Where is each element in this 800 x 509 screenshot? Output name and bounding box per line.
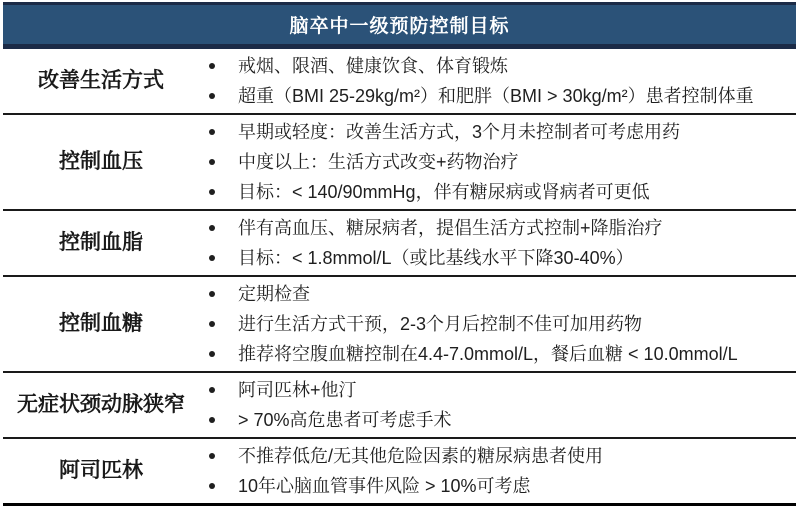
bullet-icon	[209, 387, 215, 393]
row-label: 控制血压	[59, 149, 143, 173]
bullet-list	[199, 439, 796, 503]
bullet-icon	[209, 189, 215, 195]
bullet-item	[199, 243, 796, 273]
row-label: 改善生活方式	[38, 68, 164, 92]
bullet-icon	[209, 351, 215, 357]
table-row	[3, 211, 796, 277]
bullet-text: 目标：< 140/90mmHg，伴有糖尿病或肾病者可更低	[238, 182, 650, 202]
bullet-item	[199, 147, 796, 177]
table-row	[3, 277, 796, 373]
bullet-text: 进行生活方式干预，2-3个月后控制不佳可加用药物	[238, 314, 643, 334]
bullet-text: 目标：< 1.8mmol/L（或比基线水平下降30-40%）	[238, 248, 634, 268]
table-row	[3, 115, 796, 211]
bullet-icon	[209, 159, 215, 165]
table-title: 脑卒中一级预防控制目标	[289, 16, 510, 37]
bullet-text: 推荐将空腹血糖控制在4.4-7.0mmol/L，餐后血糖 < 10.0mmol/L	[238, 344, 738, 364]
bullet-list	[199, 49, 796, 113]
bullet-text: 阿司匹林+他汀	[238, 380, 357, 400]
bullet-item	[199, 309, 796, 339]
prevention-targets-table	[3, 2, 796, 506]
bullet-icon	[209, 483, 215, 489]
bullet-list	[199, 115, 796, 209]
bullet-text: 戒烟、限酒、健康饮食、体育锻炼	[238, 56, 508, 76]
bullet-item	[199, 279, 796, 309]
bullet-icon	[209, 63, 215, 69]
table-row	[3, 439, 796, 506]
bullet-icon	[209, 291, 215, 297]
bullet-icon	[209, 255, 215, 261]
bullet-text: 10年心脑血管事件风险 > 10%可考虑	[238, 476, 531, 496]
bullet-text: 中度以上：生活方式改变+药物治疗	[238, 152, 519, 172]
bullet-item	[199, 213, 796, 243]
bullet-list	[199, 211, 796, 275]
table-header	[3, 2, 796, 49]
bullet-item	[199, 375, 796, 405]
bullet-text: 定期检查	[238, 284, 310, 304]
table-row	[3, 373, 796, 439]
bullet-icon	[209, 93, 215, 99]
bullet-icon	[209, 453, 215, 459]
bullet-text: 伴有高血压、糖尿病者，提倡生活方式控制+降脂治疗	[238, 218, 663, 238]
row-label: 无症状颈动脉狭窄	[17, 392, 185, 416]
bullet-item	[199, 441, 796, 471]
bullet-item	[199, 81, 796, 111]
row-label: 控制血脂	[59, 230, 143, 254]
bullet-list	[199, 277, 796, 371]
bullet-item	[199, 51, 796, 81]
bullet-item	[199, 339, 796, 369]
bullet-item	[199, 405, 796, 435]
bullet-text: 超重（BMI 25-29kg/m²）和肥胖（BMI > 30kg/m²）患者控制体重	[238, 86, 754, 106]
bullet-list	[199, 373, 796, 437]
bullet-item	[199, 117, 796, 147]
row-label: 控制血糖	[59, 311, 143, 335]
table-body	[3, 49, 796, 506]
bullet-text: 早期或轻度：改善生活方式，3个月未控制者可考虑用药	[238, 122, 681, 142]
bullet-icon	[209, 321, 215, 327]
bullet-item	[199, 471, 796, 501]
bullet-icon	[209, 225, 215, 231]
bullet-item	[199, 177, 796, 207]
bullet-icon	[209, 417, 215, 423]
table-row	[3, 49, 796, 115]
bullet-text: 不推荐低危/无其他危险因素的糖尿病患者使用	[238, 446, 603, 466]
bullet-icon	[209, 129, 215, 135]
row-label: 阿司匹林	[59, 458, 143, 482]
bullet-text: > 70%高危患者可考虑手术	[238, 410, 452, 430]
